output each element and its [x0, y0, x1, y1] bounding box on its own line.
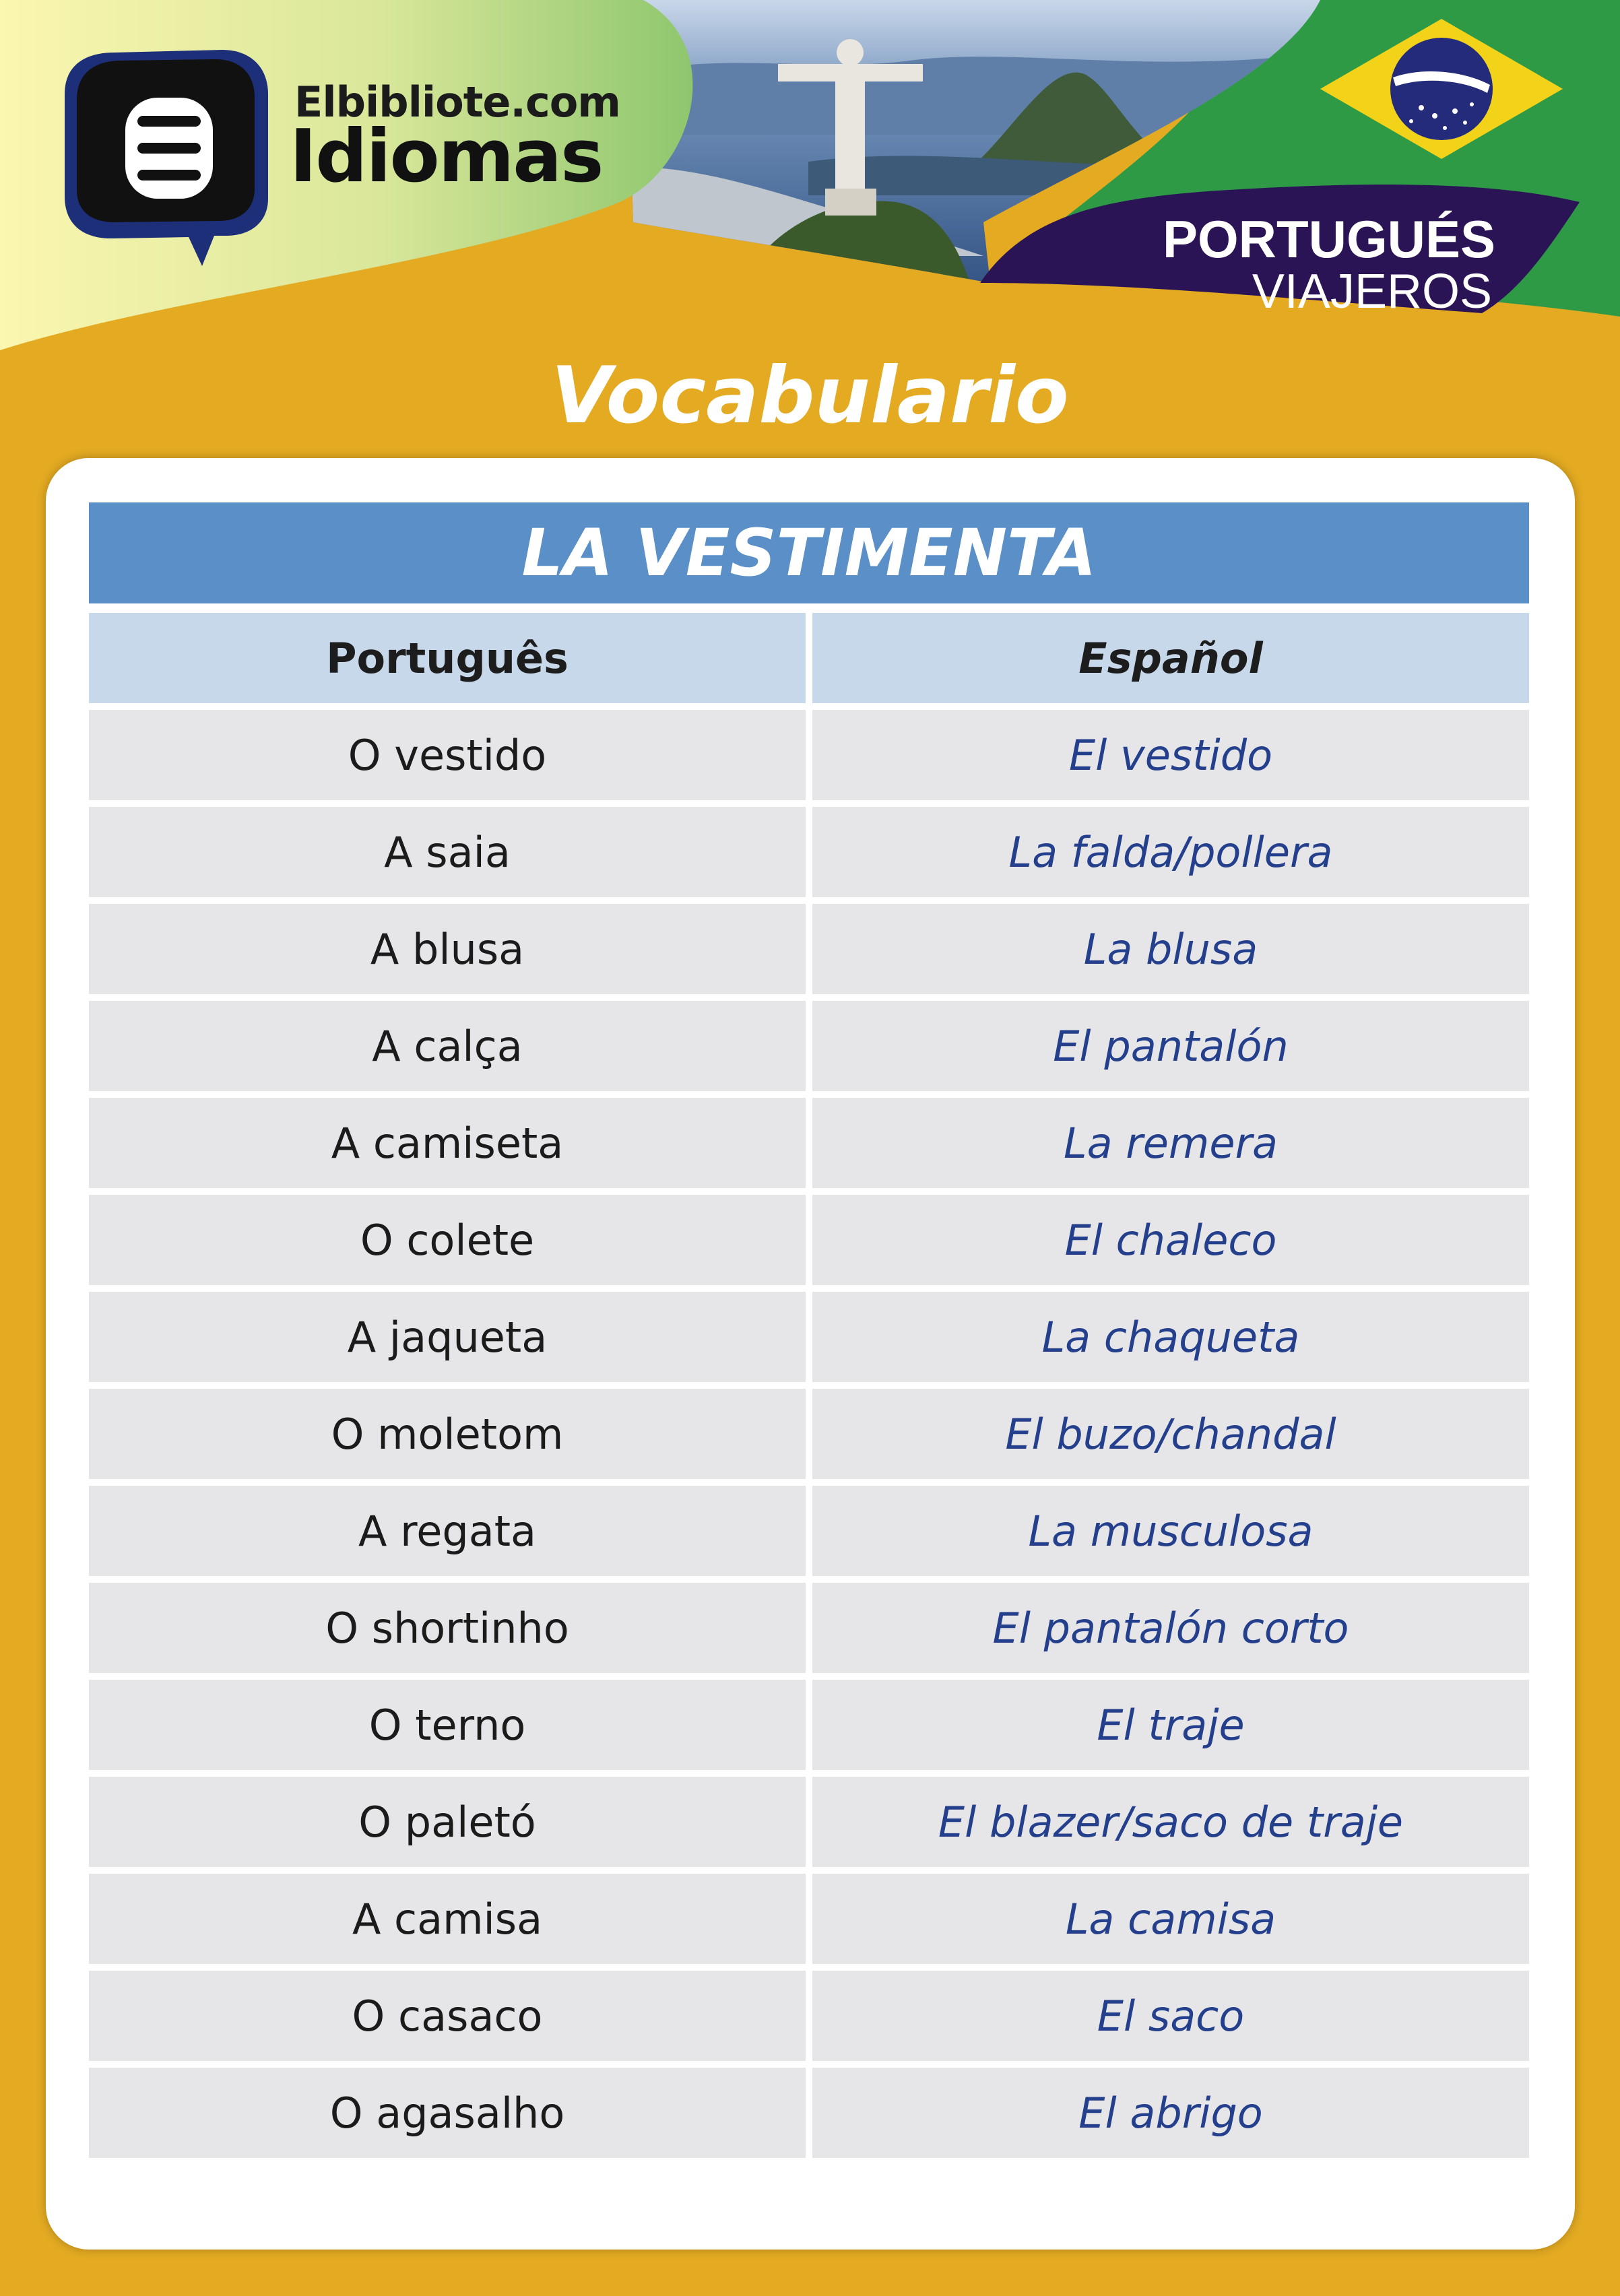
word-portuguese: O terno — [89, 1680, 806, 1770]
brand-name: Idiomas — [290, 114, 603, 199]
language-title: PORTUGUÉS — [1162, 209, 1495, 269]
word-portuguese: A saia — [89, 807, 806, 897]
word-portuguese: O vestido — [89, 710, 806, 800]
word-spanish: La camisa — [812, 1874, 1529, 1964]
word-portuguese: O paletó — [89, 1777, 806, 1867]
chat-bubble-logo-icon — [65, 50, 268, 266]
word-spanish: El pantalón corto — [812, 1583, 1529, 1673]
word-portuguese: A jaqueta — [89, 1292, 806, 1382]
header-banner — [0, 0, 1620, 377]
word-portuguese: O colete — [89, 1195, 806, 1285]
word-spanish: El chaleco — [812, 1195, 1529, 1285]
word-spanish: El traje — [812, 1680, 1529, 1770]
section-title: Vocabulario — [551, 350, 1069, 441]
site-name: Elbibliote.com — [294, 77, 620, 127]
word-portuguese: O agasalho — [89, 2068, 806, 2158]
word-spanish: La blusa — [812, 904, 1529, 994]
column-header-spanish: Español — [812, 613, 1529, 703]
word-spanish: El pantalón — [812, 1001, 1529, 1091]
word-spanish: La chaqueta — [812, 1292, 1529, 1382]
word-portuguese: O casaco — [89, 1971, 806, 2061]
word-spanish: El vestido — [812, 710, 1529, 800]
word-spanish: El blazer/saco de traje — [812, 1777, 1529, 1867]
word-spanish: La remera — [812, 1098, 1529, 1188]
word-spanish: El buzo/chandal — [812, 1389, 1529, 1479]
word-spanish: El abrigo — [812, 2068, 1529, 2158]
word-spanish: La falda/pollera — [812, 807, 1529, 897]
table-title: LA VESTIMENTA — [89, 502, 1529, 603]
language-subtitle: VIAJEROS — [1252, 265, 1492, 319]
word-portuguese: O moletom — [89, 1389, 806, 1479]
vocabulary-table — [89, 613, 1529, 2158]
word-portuguese: A camisa — [89, 1874, 806, 1964]
word-portuguese: A blusa — [89, 904, 806, 994]
word-spanish: La musculosa — [812, 1486, 1529, 1576]
word-portuguese: A calça — [89, 1001, 806, 1091]
word-portuguese: O shortinho — [89, 1583, 806, 1673]
column-header-portuguese: Português — [89, 613, 806, 703]
word-portuguese: A camiseta — [89, 1098, 806, 1188]
word-spanish: El saco — [812, 1971, 1529, 2061]
word-portuguese: A regata — [89, 1486, 806, 1576]
